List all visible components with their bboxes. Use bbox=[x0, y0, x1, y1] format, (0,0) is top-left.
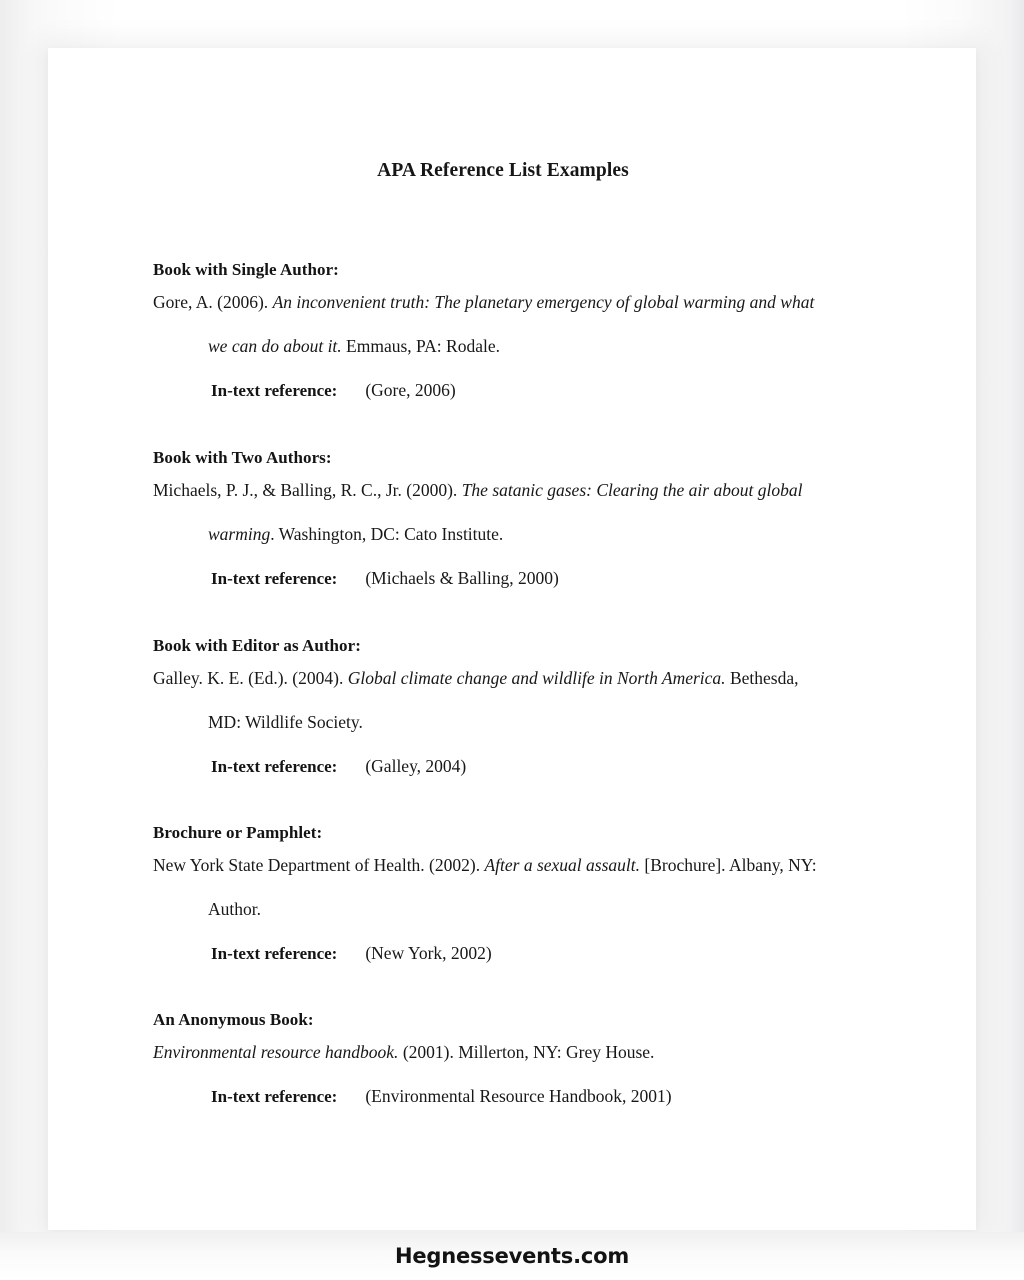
reference-section bbox=[153, 636, 863, 790]
reference-text-cont: Emmaus, PA: Rodale. bbox=[341, 336, 500, 356]
in-text-reference bbox=[153, 556, 863, 602]
reference-text: New York State Department of Health. (2002). bbox=[153, 855, 485, 875]
reference-line-continued bbox=[153, 887, 863, 931]
reference-section bbox=[153, 448, 863, 602]
section-heading: An Anonymous Book: bbox=[153, 1010, 314, 1029]
reference-text-cont: MD: Wildlife Society. bbox=[208, 712, 363, 732]
reference-line bbox=[153, 656, 863, 700]
reference-section bbox=[153, 1010, 863, 1120]
reference-title-italic: Global climate change and wildlife in North America. bbox=[347, 668, 726, 688]
reference-line-continued bbox=[153, 512, 863, 556]
section-heading: Brochure or Pamphlet: bbox=[153, 823, 323, 842]
reference-line bbox=[153, 843, 863, 887]
section-heading: Book with Editor as Author: bbox=[153, 636, 361, 655]
watermark-text: Hegnessevents.com bbox=[394, 1244, 630, 1268]
reference-text-tail: [Brochure]. Albany, NY: bbox=[640, 855, 817, 875]
in-text-citation: (Galley, 2004) bbox=[365, 756, 467, 776]
reference-text-cont: . Washington, DC: Cato Institute. bbox=[270, 524, 504, 544]
page-title: APA Reference List Examples bbox=[377, 160, 629, 181]
reference-title-italic: The satanic gases: Clearing the air about global bbox=[461, 480, 803, 500]
reference-title-italic: Environmental resource handbook. bbox=[153, 1042, 399, 1062]
reference-line bbox=[153, 468, 863, 512]
reference-section bbox=[153, 260, 863, 414]
reference-title-italic-cont: we can do about it. bbox=[208, 336, 342, 356]
in-text-citation: (Environmental Resource Handbook, 2001) bbox=[365, 1086, 672, 1106]
in-text-citation: (Gore, 2006) bbox=[365, 380, 456, 400]
in-text-citation: (New York, 2002) bbox=[365, 943, 492, 963]
reference-text-tail: (2001). Millerton, NY: Grey House. bbox=[398, 1042, 655, 1062]
reference-line-continued bbox=[153, 324, 863, 368]
reference-text-cont: Author. bbox=[208, 899, 261, 919]
in-text-reference bbox=[153, 744, 863, 790]
in-text-reference bbox=[153, 368, 863, 414]
reference-title-italic: An inconvenient truth: The planetary emergency of global warming and what bbox=[272, 292, 815, 312]
in-text-label: In-text reference: bbox=[211, 569, 338, 588]
in-text-reference bbox=[153, 931, 863, 977]
in-text-reference bbox=[153, 1074, 863, 1120]
reference-title-italic-cont: warming bbox=[208, 524, 271, 544]
document-body bbox=[153, 48, 863, 1230]
section-heading: Book with Two Authors: bbox=[153, 448, 332, 467]
in-text-label: In-text reference: bbox=[211, 1087, 338, 1106]
in-text-label: In-text reference: bbox=[211, 944, 338, 963]
document-page bbox=[48, 48, 976, 1230]
reference-title-italic: After a sexual assault. bbox=[484, 855, 641, 875]
in-text-citation: (Michaels & Balling, 2000) bbox=[365, 568, 559, 588]
in-text-label: In-text reference: bbox=[211, 757, 338, 776]
reference-text-tail: Bethesda, bbox=[725, 668, 799, 688]
reference-text: Michaels, P. J., & Balling, R. C., Jr. (2000). bbox=[153, 480, 462, 500]
reference-text: Gore, A. (2006). bbox=[153, 292, 273, 312]
reference-line-continued bbox=[153, 700, 863, 744]
reference-line bbox=[153, 1030, 863, 1074]
reference-section bbox=[153, 823, 863, 977]
in-text-label: In-text reference: bbox=[211, 381, 338, 400]
footer-watermark-bar bbox=[0, 1232, 1024, 1280]
reference-text: Galley. K. E. (Ed.). (2004). bbox=[153, 668, 348, 688]
reference-line bbox=[153, 280, 863, 324]
section-heading: Book with Single Author: bbox=[153, 260, 339, 279]
